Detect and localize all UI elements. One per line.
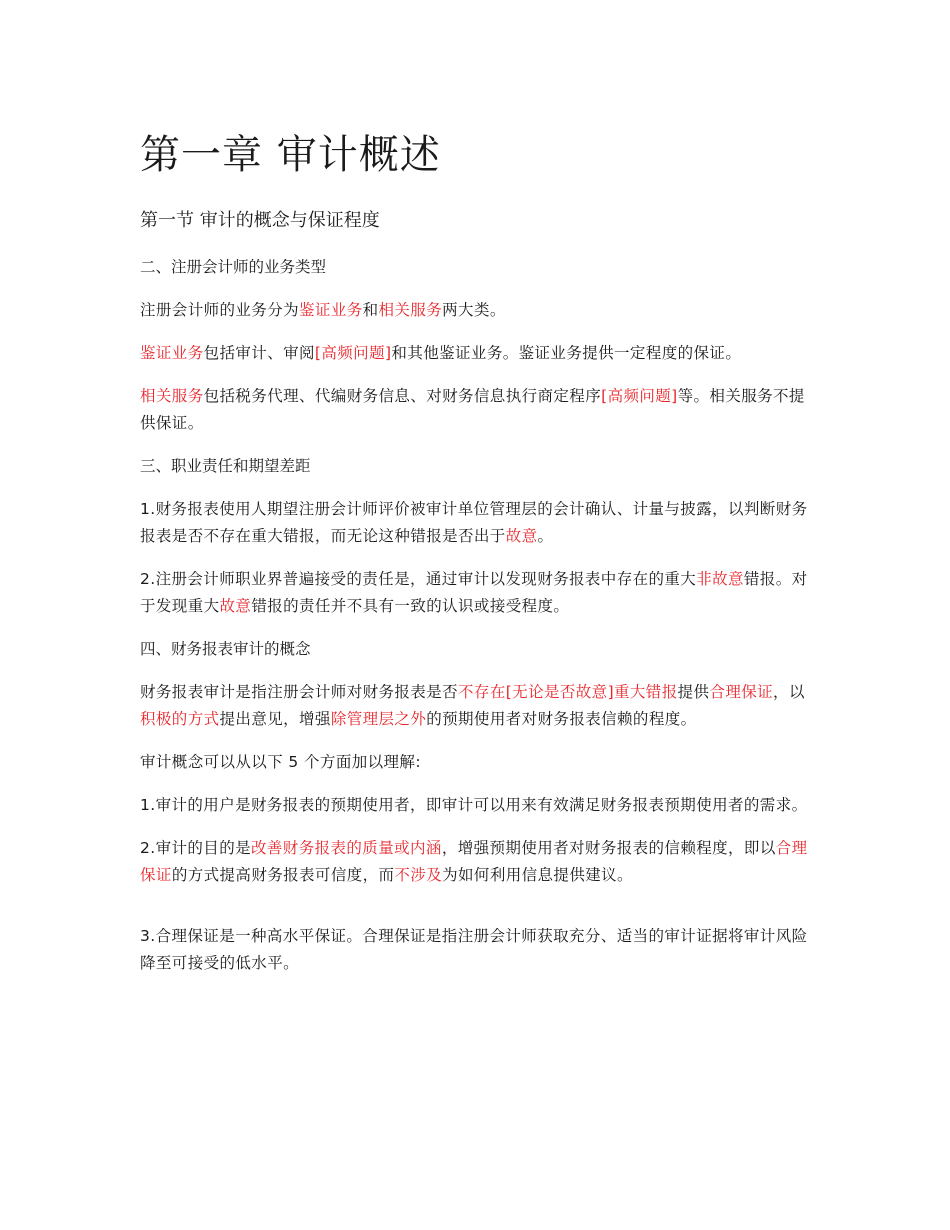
text-run: 的预期使用者对财务报表信赖的程度。	[426, 710, 697, 728]
highlight-no-material-misstatement: 不存在[无论是否故意]重大错报	[458, 683, 678, 701]
text-run: 两大类。	[442, 301, 506, 319]
text-run: 提供	[677, 683, 710, 701]
text-run: ，增强预期使用者对财务报表的信赖程度，即以	[441, 839, 776, 857]
highlight-frequent-question: [高频问题]	[314, 344, 392, 362]
text-run: 。	[537, 527, 554, 545]
highlight-intentional: 故意	[505, 527, 538, 545]
highlight-assurance: 鉴证业务	[299, 301, 363, 319]
text-run: 包括审计、审阅	[203, 344, 315, 362]
subheading-audit-concept: 四、财务报表审计的概念	[140, 640, 311, 658]
highlight-related-services: 相关服务	[378, 301, 443, 319]
paragraph-aspect-users: 1.审计的用户是财务报表的预期使用者，即审计可以用来有效满足财务报表预期使用者的需求。	[140, 796, 808, 814]
paragraph-related-services	[140, 383, 820, 437]
highlight-intentional: 故意	[219, 597, 252, 615]
text-run: ，以	[773, 683, 805, 701]
text-run: 财务报表审计是指注册会计师对财务报表是否	[140, 683, 459, 701]
paragraph-assurance	[140, 340, 820, 367]
text-run: 2.审计的目的是	[140, 839, 251, 857]
highlight-frequent-question: [高频问题]	[601, 387, 678, 405]
highlight-beyond-management: 除管理层之外	[330, 710, 427, 728]
paragraph-five-aspects: 审计概念可以从以下 5 个方面加以理解:	[140, 753, 421, 771]
subheading-service-types: 二、注册会计师的业务类型	[140, 258, 327, 276]
text-run: 错报的责任并不具有一致的认识或接受程度。	[251, 597, 570, 615]
text-run: 和其他鉴证业务。鉴证业务提供一定程度的保证。	[391, 344, 742, 362]
highlight-unintentional: 非故意	[696, 570, 744, 588]
highlight-not-involve: 不涉及	[394, 866, 443, 884]
paragraph-service-categories	[140, 297, 820, 324]
text-run: 1.财务报表使用人期望注册会计师评价被审计单位管理层的会计确认、计量与披露，以判断财务报表是否不存在重大错报，而无论这种错报是否出于	[140, 500, 808, 545]
text-run: 和	[362, 301, 379, 319]
paragraph-professional-responsibility	[140, 566, 820, 620]
text-run: 2.注册会计师职业界普遍接受的责任是，通过审计以发现财务报表中存在的重大	[140, 570, 697, 588]
chapter-title: 第一章 审计概述	[140, 132, 441, 178]
text-run: 包括税务代理、代编财务信息、对财务信息执行商定程序	[203, 387, 602, 405]
paragraph-aspect-reasonable-assurance: 3.合理保证是一种高水平保证。合理保证是指注册会计师获取充分、适当的审计证据将审计风险降至可接受的低水平。	[140, 927, 808, 972]
highlight-improve-quality: 改善财务报表的质量或内涵	[251, 839, 442, 857]
paragraph-user-expectation	[140, 496, 820, 550]
highlight-reasonable-assurance: 合理保证	[140, 839, 808, 884]
text-run: 为如何利用信息提供建议。	[442, 866, 633, 884]
section-title: 第一节 审计的概念与保证程度	[140, 210, 380, 231]
paragraph-aspect-purpose	[140, 835, 820, 889]
text-run: 等。相关服务不提供保证。	[140, 387, 805, 432]
highlight-positive-form: 积极的方式	[140, 710, 220, 728]
document-body	[140, 126, 820, 993]
text-run: 的方式提高财务报表可信度，而	[171, 866, 395, 884]
highlight-related-services: 相关服务	[140, 387, 204, 405]
text-run: 提出意见，增强	[219, 710, 331, 728]
text-run: 注册会计师的业务分为	[140, 301, 300, 319]
highlight-reasonable-assurance: 合理保证	[709, 683, 774, 701]
highlight-assurance: 鉴证业务	[140, 344, 204, 362]
subheading-expectation-gap: 三、职业责任和期望差距	[140, 457, 311, 475]
paragraph-audit-definition	[140, 679, 820, 733]
text-run: 错报。对于发现重大	[140, 570, 808, 615]
